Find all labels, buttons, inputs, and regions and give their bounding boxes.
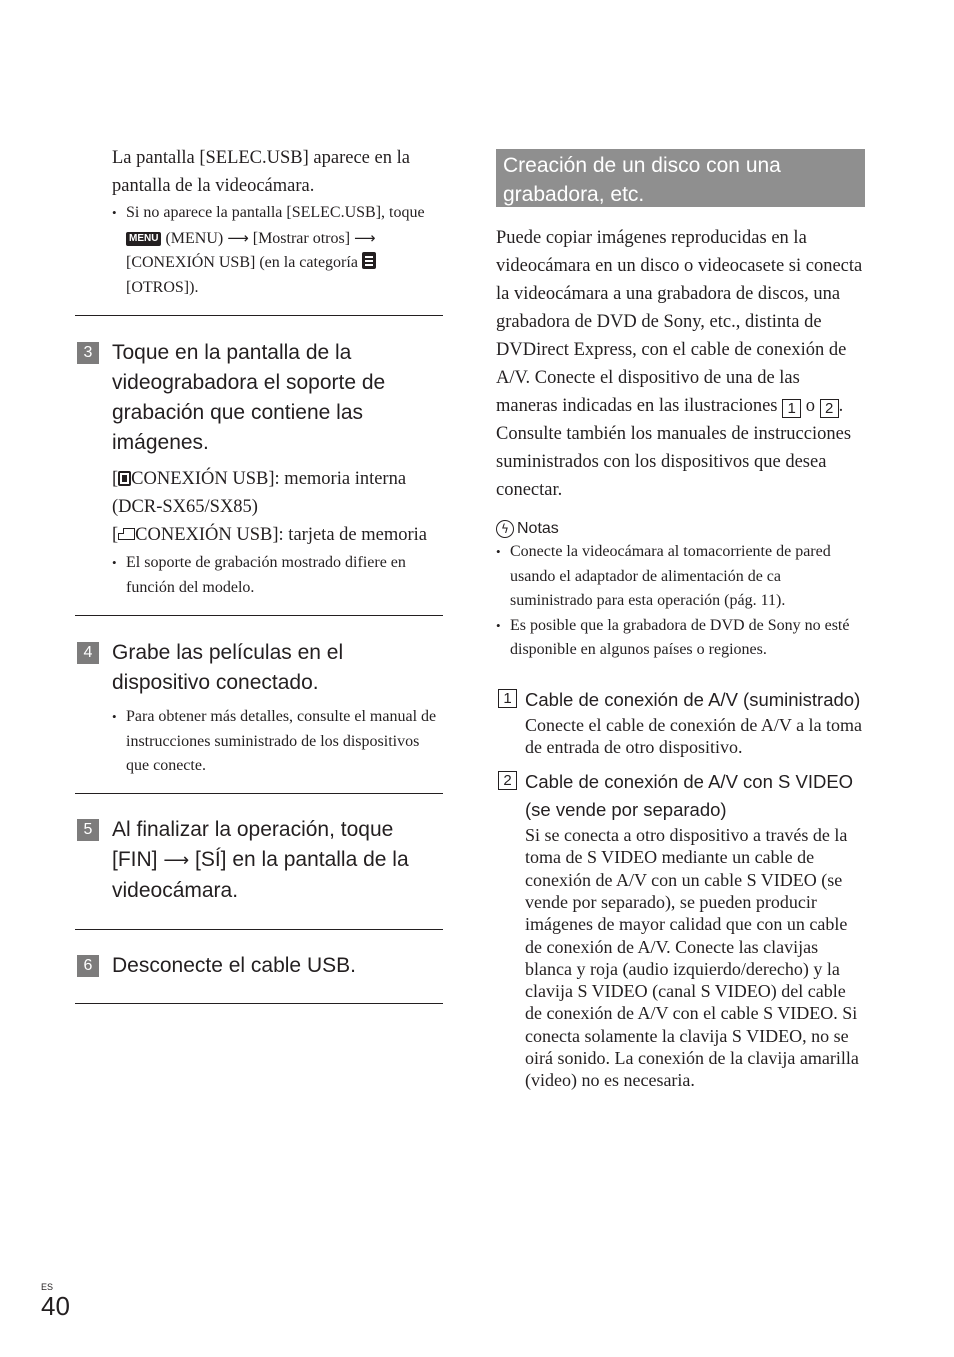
step-bullets: [112, 551, 443, 600]
language-code: ES: [41, 1282, 54, 1292]
divider: [75, 615, 443, 616]
step-bullets: [112, 705, 443, 779]
item-title: Cable de conexión de A/V (suministrado): [525, 688, 861, 710]
item-body: Si se conecta a otro dispositivo a través de la toma de S VIDEO mediante un cable de conexión de A/V con un cable S VIDEO (se vende por separado), se pueden producir imágenes de mayor calidad que con un cable de conexión de A/V. Conecte las clavijas blanca y roja (audio izquierdo/derecho) y la clavija S VIDEO (canal S VIDEO) del cable de conexión de A/V con el cable S VIDEO. Si conecta solamente la clavija S VIDEO, no se oirá sonido. La conexión de la clavija amarilla (video) no es necesaria.: [525, 825, 859, 1091]
connection-item-2: [496, 768, 865, 1092]
figure-ref-1: 1: [782, 399, 801, 418]
divider: [75, 929, 443, 930]
figure-ref-2: 2: [820, 399, 839, 418]
bullet-text: (MENU): [165, 229, 224, 247]
step-title: [112, 815, 443, 906]
arrow-right-icon: ⟶: [163, 849, 190, 871]
item-number-badge: 2: [498, 771, 517, 790]
step-4: [75, 638, 443, 779]
step-body: [112, 465, 443, 549]
bracket-text: [: [112, 525, 119, 545]
bullet-text: [OTROS]).: [126, 278, 199, 296]
memory-card-icon: [118, 528, 135, 540]
divider: [75, 315, 443, 316]
internal-memory-icon: [118, 471, 131, 486]
connection-item-1: [496, 686, 865, 759]
bracket-text: [: [112, 469, 119, 489]
notes-list: [496, 540, 865, 663]
page-number-value: 40: [41, 1291, 70, 1321]
step-number-badge: 3: [77, 342, 99, 364]
step-6: [75, 951, 443, 981]
notes-label: Notas: [517, 520, 559, 537]
item-body: Conecte el cable de conexión de A/V a la toma de entrada de otro dispositivo.: [525, 714, 863, 757]
step-title-text: [SÍ] en la pantalla de la videocámara.: [112, 847, 409, 902]
page-number: [41, 1282, 70, 1320]
list-item: • Conecte la videocámara al tomacorriente de pared usando el adaptador de alimentación de ca suministrado para esta operación (pág. 11).: [496, 540, 865, 614]
internal-memory-line: [112, 465, 443, 521]
list-item: • Para obtener más detalles, consulte el manual de instrucciones suministrado de los dispositivos que conecte.: [112, 705, 443, 779]
step-5: [75, 815, 443, 906]
step-number-badge: 4: [77, 642, 99, 664]
otros-category-icon: [362, 252, 376, 269]
paragraph-text: Puede copiar imágenes reproducidas en la videocámara en un disco o videocasete si conecta la videocámara a una grabadora de discos, una grabadora de DVD de Sony, etc., distinta de DVDirect Express, con el cable de conexión de A/V. Conecte el dispositivo de una de las maneras indicadas en las ilustraciones: [496, 228, 863, 416]
intro-text: La pantalla [SELEC.USB] aparece en la pantalla de la videocámara.: [112, 148, 410, 196]
section-heading: Creación de un disco con una grabadora, etc.: [496, 149, 865, 207]
step-3: [75, 338, 443, 600]
paragraph-text: o: [805, 396, 816, 416]
divider: [75, 793, 443, 794]
intro-bullets: [112, 201, 443, 300]
divider: [75, 1003, 443, 1004]
right-column: [496, 149, 865, 1092]
notes-warning-icon: ϟ: [496, 520, 514, 538]
memory-option-text: CONEXIÓN USB]: tarjeta de memoria: [135, 525, 427, 545]
step-title: Grabe las películas en el dispositivo conectado.: [112, 641, 344, 694]
step-title-text: Al finalizar la operación, toque [FIN]: [112, 817, 394, 871]
step-title: Desconecte el cable USB.: [112, 953, 356, 977]
arrow-right-icon: ⟶: [354, 228, 376, 247]
bullet-text: [Mostrar otros]: [252, 229, 351, 247]
notes-header: [496, 518, 865, 540]
list-item: [112, 201, 443, 300]
list-item: • Es posible que la grabadora de DVD de Sony no esté disponible en algunos países o regiones.: [496, 614, 865, 663]
bullet-text: Si no aparece la pantalla [SELEC.USB], toque: [126, 204, 425, 221]
list-item: • El soporte de grabación mostrado difiere en función del modelo.: [112, 551, 443, 600]
item-number-badge: 1: [498, 689, 517, 708]
step-number-badge: 5: [77, 819, 99, 841]
step-title: Toque en la pantalla de la videograbadora el soporte de grabación que contiene las imágenes.: [112, 341, 386, 454]
left-column: [75, 144, 443, 1004]
notes-bullets: [496, 540, 865, 663]
intro-paragraph: [496, 224, 865, 504]
menu-icon: MENU: [126, 232, 161, 246]
bullet-text: [CONEXIÓN USB] (en la categoría: [126, 254, 358, 271]
paragraph-text: . Consulte también los manuales de instrucciones suministrados con los dispositivos que desea conectar.: [496, 396, 852, 500]
step-number-badge: 6: [77, 955, 99, 977]
item-title: Cable de conexión de A/V con S VIDEO (se vende por separado): [525, 771, 854, 821]
intro-section: [112, 144, 443, 300]
memory-option-text: CONEXIÓN USB]: memoria interna (DCR-SX65/SX85): [112, 469, 407, 517]
memory-card-line: [112, 521, 443, 549]
arrow-right-icon: ⟶: [227, 228, 249, 247]
